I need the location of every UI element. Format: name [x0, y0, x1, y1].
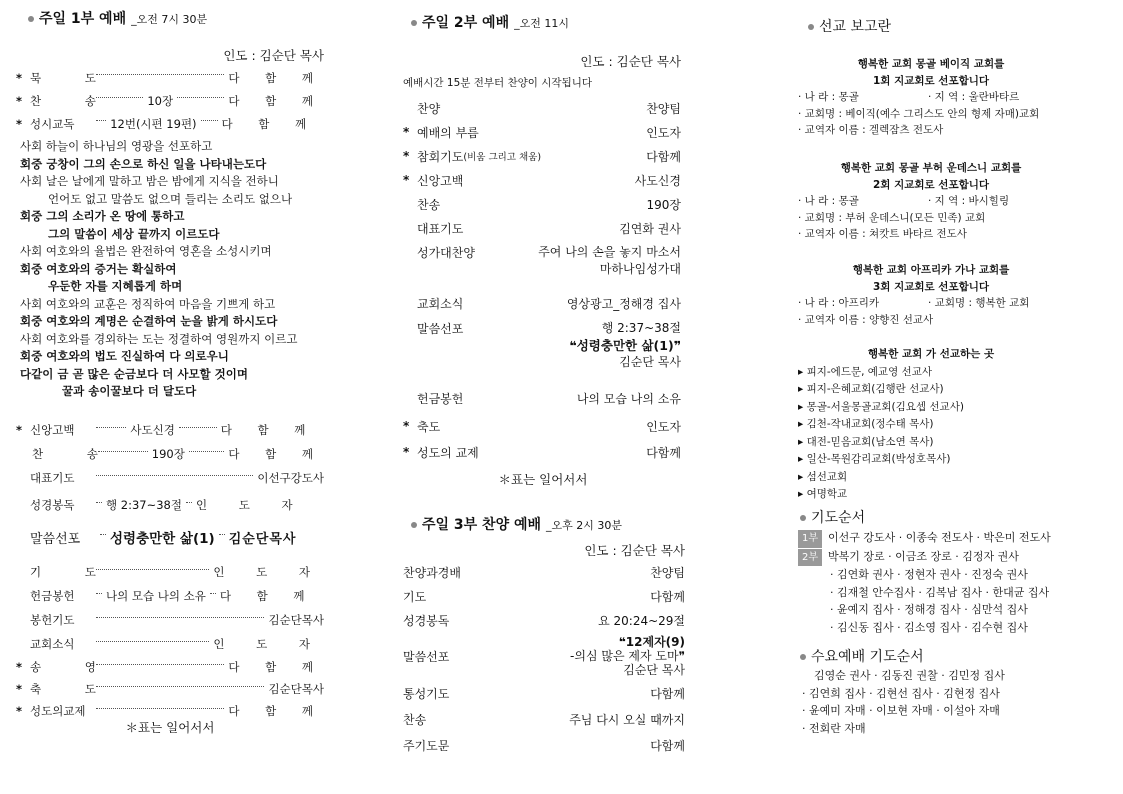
list-item: ▸ 일산-목원감리교회(박성호목사): [798, 453, 951, 465]
third-service-sermon: 말씀선포 ❝12제자(9) -의심 많은 제자 도마❞ 김순단 목사: [403, 635, 685, 677]
first-service-sermon: 말씀선포 성령충만한 삶(1) 김순단목사: [30, 531, 297, 547]
order-item: 기도 다함께: [403, 589, 685, 604]
order-item: 찬송 주님 다시 오실 때까지: [403, 712, 685, 727]
first-service-order-middle: [16, 418, 324, 554]
stand-mark: *: [16, 116, 23, 131]
second-service-tag: 2부: [798, 549, 822, 567]
order-item: * 묵 도 다 함 께: [16, 70, 324, 85]
order-item: * 찬 송 10장 다 함 께: [16, 93, 325, 108]
order-item: 대표기도 이선구강도사: [30, 471, 324, 485]
mission-report-title: 선교 보고란: [819, 19, 892, 35]
order-item: 봉헌기도 김순단목사: [30, 613, 324, 627]
prayer-order-title: 기도순서: [811, 510, 866, 526]
order-item: * 축도 인도자: [403, 419, 681, 434]
order-item: 찬송 190장: [417, 197, 681, 212]
order-item: 주기도문 다함께: [403, 738, 685, 753]
second-service-time: _오전 11시: [514, 17, 569, 30]
prayer-order-header: [800, 507, 1050, 527]
list-item: · 전회란 자매: [802, 721, 866, 735]
order-item: 찬양과경배 찬양팀: [403, 565, 685, 580]
list-item: ▸ 몽골-서울몽골교회(김요셉 선교사): [798, 400, 964, 413]
order-item: 교회소식 영상광고_정해경 집사: [417, 296, 681, 311]
order-item: 성경봉독 요 20:24~29절: [403, 613, 685, 628]
responsive-reading: 사회 하늘이 하나님의 영광을 선포하고 회중 궁창이 그의 손으로 하신 일을 나타내는도다 사회 날은 날에게 말하고 밤은 밤에게 지식을 전하니 언어도 없고 말씀도 없으며 들리는 소리도 없으나 회중 그의 소리가 온 땅에 통하고 그의 말씀이 세상 끝까지 이르도다 사회 여호와의 율법은 완전하여 영혼을 소성시키며 회중 여호와의 증거는 확실하여 우둔한 자를 지혜롭게 하며 사회 여호와의 교훈은 정직하여 마음을 기쁘게 하고 회중 여호와의 계명은 순결하여 눈을 밝게 하시도다 사회 여호와를 경외하는 도는 정결하여 영원까지 이르고 회중 여호와의 법도 진실하여 다 의로우니 다같이 금 곧 많은 순금보다 더 사모할 것이며 꿀과 송이꿀보다 더 달도다: [20, 139, 298, 398]
list-item: · 김연희 집사 · 김현선 집사 · 김현정 집사: [802, 686, 1000, 700]
stand-mark: *: [16, 93, 23, 108]
second-service-leader: 인도 : 김순단 목사: [580, 54, 681, 69]
order-item: * 성시교독 12번(시편 19편) 다 함 께: [16, 116, 318, 131]
second-service-header: [411, 12, 691, 32]
list-item: ▸ 피지-에드문, 예교영 선교사: [798, 365, 932, 378]
list-item: ▸ 대전-믿음교회(남소연 목사): [798, 435, 934, 448]
second-service-title: 주일 2부 예배: [422, 15, 510, 31]
first-service-title: 주일 1부 예배: [39, 11, 127, 27]
second-service-sermon: 말씀선포 행 2:37~38절 ❝성령충만한 삶(1)❞ 김순단 목사: [417, 321, 681, 369]
order-item: * 성도의교제 다 함 께: [16, 704, 324, 718]
order-item: 통성기도 다함께: [403, 686, 685, 701]
first-service-order-top: [16, 66, 324, 135]
first-service-order-bottom: [16, 560, 324, 722]
list-item: · 윤예지 집사 · 정해경 집사 · 심만석 집사: [830, 603, 1028, 616]
order-item: 대표기도 김연화 권사: [417, 221, 681, 236]
list-item: ▸ 섬선교회: [798, 470, 848, 483]
mission-block-3: 행복한 교회 아프리카 가나 교회를 3회 지교회로 선포합니다 · 나 라 : 아프리카 · 교회명 : 행복한 교회 · 교역자 이름 : 양향진 선교사: [798, 264, 1030, 326]
first-service-header: [28, 8, 328, 28]
wednesday-prayer-header: [800, 646, 1050, 666]
bullet-dot-icon: [800, 515, 806, 521]
list-item: ▸ 피지-은혜교회(김행란 선교사): [798, 383, 944, 395]
list-item: ▸ 김천-작내교회(정수태 목사): [798, 418, 934, 430]
mission-block-1: 행복한 교회 몽골 베이직 교회를 1회 지교회로 선포합니다 · 나 라 : 몽골 · 지 역 : 울란바타르 · 교회명 : 베이직(예수 그리스도 안의 형제 자매)교회 · 교역자 이름 : 겔렉잠츠 전도사: [798, 58, 1040, 136]
mission-support-list: 행복한 교회 가 선교하는 곳 ▸ 피지-에드문, 예교영 선교사 ▸ 피지-은혜교회(김행란 선교사) ▸ 몽골-서울몽골교회(김요셉 선교사) ▸ 김천-작내교회(정수태 목사) ▸ 대전-믿음교회(남소연 목사) ▸ 일산-목원감리교회(박성호목사) ▸ 섬선교회 ▸ 여명학교: [798, 346, 1064, 504]
first-service-time: _오전 7시 30분: [131, 13, 208, 26]
stand-note: ＊표는 일어서서: [125, 720, 215, 735]
bullet-dot-icon: [800, 654, 806, 660]
bullet-dot-icon: [411, 522, 417, 528]
order-item: 찬 송 190장 다 함 께: [32, 447, 324, 461]
first-service-tag: 1부: [798, 530, 822, 548]
list-item: · 윤예미 자매 · 이보현 자매 · 이설아 자매: [802, 704, 1000, 717]
prayer-order-list: 1부 이선구 강도사 · 이종숙 전도사 · 박은미 전도사 2부 박복기 장로 · 이금조 장로 · 김정자 권사 · 김연화 권사 · 정현자 권사 · 진정숙 권사 · 김재철 안수집사 · 김복남 집사 · 한대균 집사 · 윤예지 집사 · 정해경 집사 · 심만석 집사 · 김신동 집사 · 김소영 집사 · 김수현 집사: [798, 529, 1064, 636]
list-item: ▸ 여명학교: [798, 488, 848, 500]
order-item: * 예배의 부름 인도자: [403, 125, 681, 140]
order-item: * 송 영 다 함 께: [16, 660, 324, 674]
third-service-title: 주일 3부 찬양 예배: [422, 517, 542, 533]
list-item: · 김신동 집사 · 김소영 집사 · 김수현 집사: [830, 620, 1028, 634]
mission-report-header: [808, 16, 1058, 36]
wednesday-prayer-title: 수요예배 기도순서: [811, 649, 924, 665]
order-item: * 성도의 교제 다함께: [403, 445, 681, 460]
choir-item: 성가대찬양 주여 나의 손을 놓지 마소서 마하나임성가대: [417, 245, 681, 276]
bullet-dot-icon: [808, 24, 814, 30]
first-service-leader: 인도 : 김순단 목사: [223, 48, 324, 63]
order-item: * 신앙고백 사도신경 다 함 께: [16, 423, 317, 437]
wednesday-prayer-list: [802, 667, 1064, 737]
third-service-time: _오후 2시 30분: [546, 519, 623, 532]
second-service-order: [403, 96, 681, 464]
praise-notice: 예배시간 15분 전부터 찬양이 시작됩니다: [403, 77, 592, 89]
order-item: 헌금봉헌 나의 모습 나의 소유 다 함 께: [30, 589, 316, 603]
third-service-header: [411, 514, 691, 534]
list-item: · 김연화 권사 · 정현자 권사 · 진정숙 권사: [830, 568, 1028, 581]
order-item: 헌금봉헌 나의 모습 나의 소유: [417, 391, 681, 406]
bullet-dot-icon: [28, 16, 34, 22]
order-item: 찬양 찬양팀: [417, 101, 681, 116]
stand-mark: *: [16, 70, 23, 85]
order-item: * 참회기도 (비움 그리고 채움) 다함께: [403, 149, 681, 164]
third-service-leader: 인도 : 김순단 목사: [584, 543, 685, 558]
bullet-dot-icon: [411, 20, 417, 26]
order-item: * 신앙고백 사도신경: [403, 173, 681, 188]
list-item: · 김재철 안수집사 · 김복남 집사 · 한대균 집사: [830, 585, 1050, 599]
mission-block-2: 행복한 교회 몽골 부허 운데스니 교회를 2회 지교회로 선포합니다 · 나 라 : 몽골 · 지 역 : 바시힐링 · 교회명 : 부허 운데스니(모든 민족) 교회 · 교역자 이름 : 쳐캇트 바타르 전도사: [798, 162, 1022, 240]
list-item: 김영순 권사 · 김동진 권찰 · 김민정 집사: [814, 669, 1005, 682]
stand-note: ＊표는 일어서서: [498, 472, 588, 487]
order-item: 성경봉독 행 2:37~38절 인 도 자: [30, 498, 307, 512]
third-service-order: [403, 560, 685, 758]
order-item: 기 도 인 도 자: [30, 565, 324, 579]
order-item: * 축 도 김순단목사: [16, 682, 324, 696]
order-item: 교회소식 인 도 자: [30, 637, 324, 651]
